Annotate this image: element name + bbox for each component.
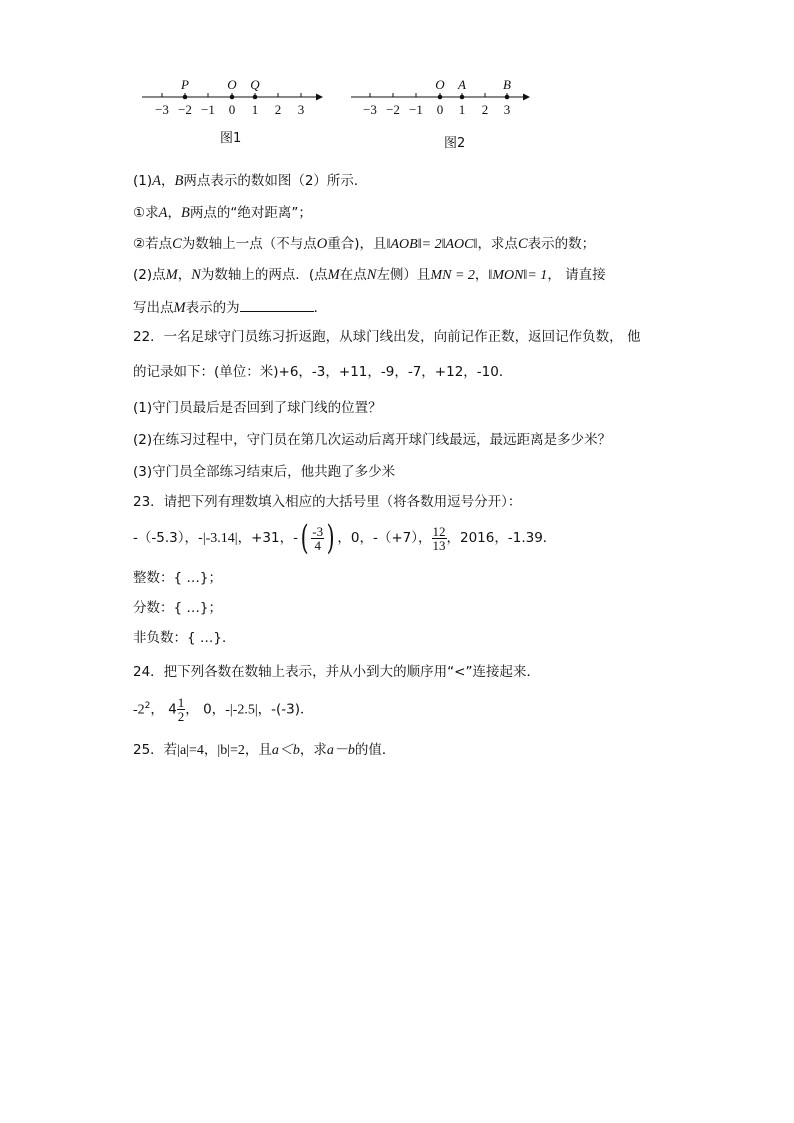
fig2-label-b: B [503,77,511,92]
answer-blank[interactable] [240,297,314,312]
text: 的值． [354,742,396,758]
formula: |a|=4 [177,743,204,758]
text: 在点 [339,267,367,283]
fig2-point-o [438,95,443,100]
q23-fractions: 分数：{ …}； [133,600,222,616]
numerator: 12 [432,523,446,539]
text: ，0，-（+7）， [337,530,432,546]
fig2-point-a [460,95,465,100]
q25 [133,740,395,761]
var: O [316,236,328,252]
exponent: 2 [144,701,151,711]
text: ②若点 [133,236,173,252]
text: 为数轴上的两点．(点 [200,267,328,283]
denominator: 13 [432,537,446,553]
text: 重合)，且 [327,236,387,252]
var: B [174,173,184,189]
number: -2 [133,702,145,718]
q23-title: 23．请把下列有理数填入相应的大括号里（将各数用逗号分开）： [133,494,522,510]
q21-part1 [133,171,367,191]
fraction [311,525,324,552]
formula: ‖AOB‖= 2‖AOC‖ [386,237,478,252]
fig2-arrow [523,94,530,101]
var: A [158,205,168,221]
var: C [172,236,182,252]
fig2-point-b [505,95,510,100]
fig1-tick-label: 3 [297,102,305,117]
fig2-label-a: A [458,77,466,92]
q24-title: 24．把下列各数在数轴上表示，并从小到大的顺序用“<”连接起来． [133,664,540,680]
fig1-point-o [230,95,235,100]
q21-part2-cont [133,297,327,318]
numerator: 1 [177,695,185,710]
q22-sub1: (1)守门员最后是否回到了球门线的位置？ [133,400,382,416]
text: ， [167,205,181,221]
text: ， [203,742,218,758]
text: -（-5.3），- [133,530,203,546]
q23-numbers [133,518,556,558]
q22-sub3: (3)守门员全部练习结束后，他共跑了多少米 [133,464,396,480]
var: N [191,267,201,283]
text: 表示的为 [185,300,240,316]
fig1-tick-label: −3 [155,102,169,117]
q21-part2 [133,265,606,286]
q22-line1: 22．一名足球守门员练习折返跑，从球门线出发，向前记作正数，返回记作负数， 他 [133,329,641,345]
text: ，+31，- [237,530,298,546]
text: ，-(-3)． [257,701,314,718]
text: 两点表示的数如图（2）所示． [183,173,368,189]
fig1-label-p: P [181,77,189,92]
formula: ‖MON‖= 1 [488,268,548,283]
fig2-label-o: O [435,77,445,92]
fig2-tick-label: 3 [503,102,511,117]
text: (1) [133,173,153,189]
text: 写出点 [133,300,174,316]
var: A [152,173,161,189]
fig2-tick-label: −1 [409,102,423,117]
numerator: -3 [312,523,324,539]
fraction [432,525,447,552]
text: ， [160,173,175,189]
q21-sub1 [133,203,312,223]
text: ， [474,267,489,283]
fig2-tick-labels [363,102,510,117]
text: ①求 [133,205,159,221]
var: M [165,267,178,283]
text: ． [313,300,328,316]
fig1-point-p [183,95,188,100]
fig1-tick-label: −1 [201,102,215,117]
q23-integers: 整数：{ …}； [133,570,222,586]
q22-sub2: (2)在练习过程中，守门员在第几次运动后离开球门线最远，最远距离是多少米？ [133,432,612,448]
var: C [517,236,528,252]
denominator: 2 [177,709,185,724]
fig2-caption: 图2 [444,136,466,151]
text: 左侧）且 [376,267,431,283]
fig1-tick-labels [155,102,304,117]
text: ，求 [299,742,327,758]
abs-value: -|-2.5| [225,702,258,718]
text: ， 请直接 [547,267,606,283]
paren-right: ) [326,518,335,558]
denominator: 4 [314,537,321,553]
text: ， [177,267,192,283]
q22-line2: 的记录如下：(单位：米)+6，-3，+11，-9，-7，+12，-10． [133,364,513,380]
fig1-point-q [253,95,258,100]
abs-value: |-3.14| [202,531,238,546]
text: (2)点 [133,267,166,283]
fig2-tick-label: 0 [436,102,444,117]
fig2-tick-label: −2 [386,102,400,117]
text: ， 4 [150,701,177,718]
fig1-tick-label: −2 [178,102,192,117]
fig2-tick-label: 2 [481,102,489,117]
fig2-tick-label: −3 [363,102,377,117]
number-line-figures [130,72,550,162]
text: ， 0， [185,701,226,718]
text: ，求点 [477,236,518,252]
var: B [180,205,190,221]
fig1-arrow [316,94,323,101]
var: M [327,267,340,283]
text: ，2016，-1.39． [446,530,557,546]
text: 两点的“绝对距离”； [189,205,312,221]
text: 25．若 [133,742,178,758]
var: N [366,267,377,283]
text: ，且 [244,742,272,758]
formula: a－b [326,743,355,758]
text: 为数轴上一点（不与点 [181,236,317,252]
var: M [173,300,186,316]
fig1-label-q: Q [250,77,260,92]
fig1-caption: 图1 [220,131,242,146]
formula: MN = 2 [430,268,475,283]
fig1-tick-label: 2 [274,102,282,117]
fig1-tick-label: 0 [228,102,236,117]
number-line-svg [130,72,550,162]
formula: a＜b [271,743,300,758]
fig1-label-o: O [227,77,237,92]
formula: |b|=2 [217,743,245,758]
paren-left: ( [300,518,309,558]
text: 表示的数； [527,236,596,252]
fig2-tick-label: 1 [458,102,466,117]
q23-nonnegative: 非负数：{ …}． [133,630,236,646]
q24-numbers [133,688,314,724]
fig1-tick-label: 1 [251,102,259,117]
q21-sub2 [133,234,595,255]
